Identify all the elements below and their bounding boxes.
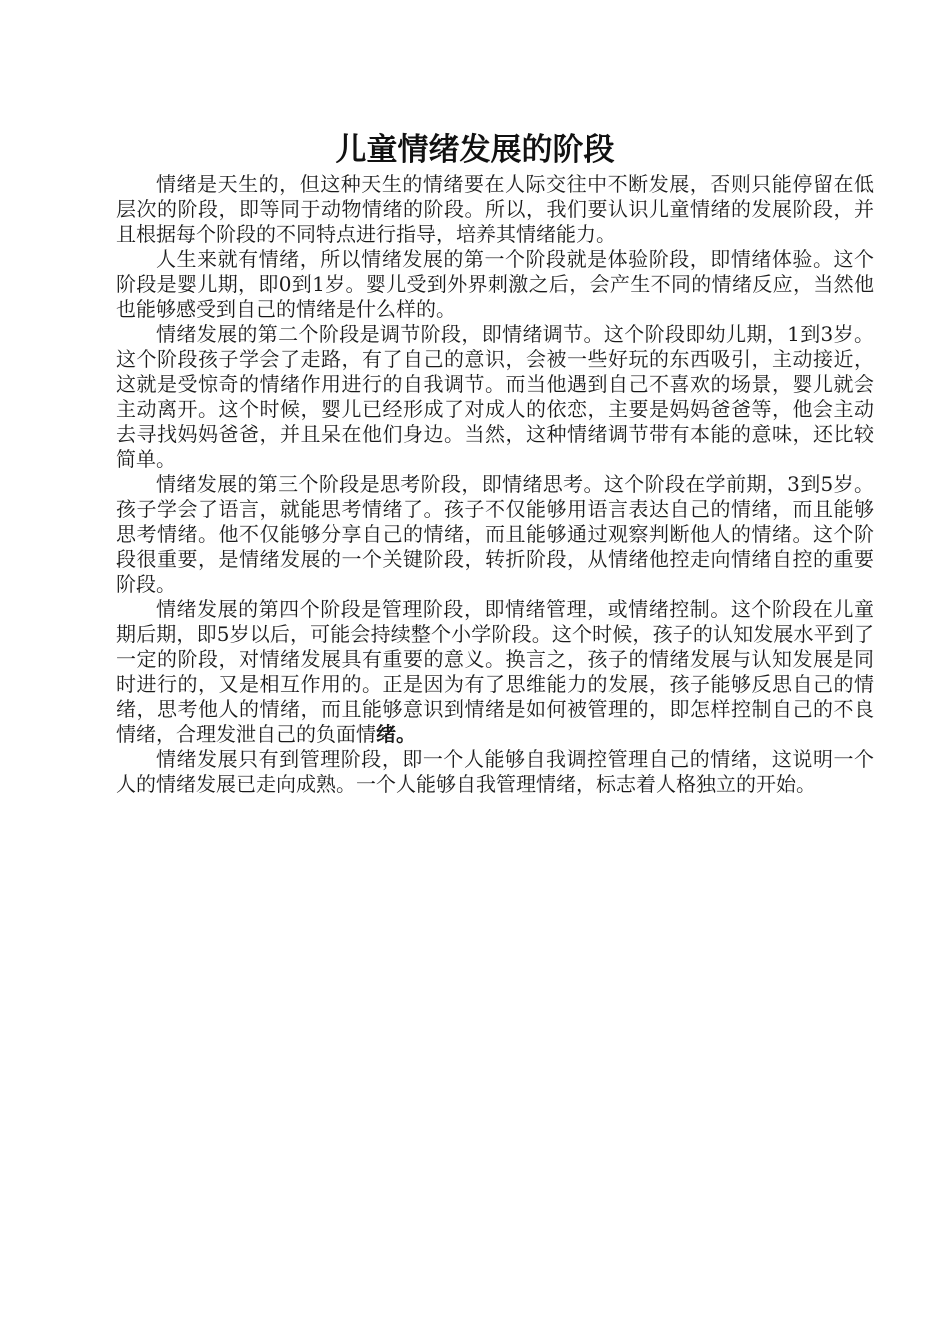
paragraph-stage-4 [116, 597, 874, 747]
paragraph-text: 情绪发展的第四个阶段是管理阶段，即情绪管理，或情绪控制。这个阶段在儿童期后期，即5岁以后，可能会持续整个小学阶段。这个时候，孩子的认知发展水平到了一定的阶段，对情绪发展具有重要的意义。换言之，孩子的情绪发展与认知发展是同时进行的，又是相互作用的。正是因为有了思维能力的发展，孩子能够反思自己的情绪，思考他人的情绪，而且能够意识到情绪是如何被管理的，即怎样控制自己的不良情绪，合理发泄自己的负面情 [116, 597, 874, 746]
paragraph-stage-2 [116, 322, 874, 472]
paragraph-text: 情绪发展的第二个阶段是调节阶段，即情绪调节。这个阶段即幼儿期，1到3岁。这个阶段孩子学会了走路，有了自己的意识，会被一些好玩的东西吸引，主动接近，这就是受惊奇的情绪作用进行的自我调节。而当他遇到自己不喜欢的场景，婴儿就会主动离开。这个时候，婴儿已经形成了对成人的依恋，主要是妈妈爸爸等，他会主动去寻找妈妈爸爸，并且呆在他们身边。当然，这种情绪调节带有本能的意味，还比较简单。 [116, 322, 874, 471]
paragraph-intro [116, 172, 874, 247]
paragraph-text: 情绪是天生的，但这种天生的情绪要在人际交往中不断发展，否则只能停留在低层次的阶段，即等同于动物情绪的阶段。所以，我们要认识儿童情绪的发展阶段，并且根据每个阶段的不同特点进行指导，培养其情绪能力。 [116, 172, 874, 246]
paragraph-text: 人生来就有情绪，所以情绪发展的第一个阶段就是体验阶段，即情绪体验。这个阶段是婴儿期，即0到1岁。婴儿受到外界刺激之后，会产生不同的情绪反应，当然他也能够感受到自己的情绪是什么样的。 [116, 247, 874, 321]
paragraph-text: 情绪发展只有到管理阶段，即一个人能够自我调控管理自己的情绪，这说明一个人的情绪发展已走向成熟。一个人能够自我管理情绪，标志着人格独立的开始。 [116, 747, 874, 796]
paragraph-stage-1 [116, 247, 874, 322]
document-title: 儿童情绪发展的阶段 [335, 132, 615, 168]
document-body [116, 172, 874, 797]
paragraph-conclusion [116, 747, 874, 797]
paragraph-text: 情绪发展的第三个阶段是思考阶段，即情绪思考。这个阶段在学前期，3到5岁。孩子学会了语言，就能思考情绪了。孩子不仅能够用语言表达自己的情绪，而且能够思考情绪。他不仅能够分享自己的情绪，而且能够通过观察判断他人的情绪。这个阶段很重要，是情绪发展的一个关键阶段，转折阶段，从情绪他控走向情绪自控的重要阶段。 [116, 472, 874, 596]
paragraph-stage-3 [116, 472, 874, 597]
paragraph-bold-tail: 绪。 [376, 722, 416, 746]
